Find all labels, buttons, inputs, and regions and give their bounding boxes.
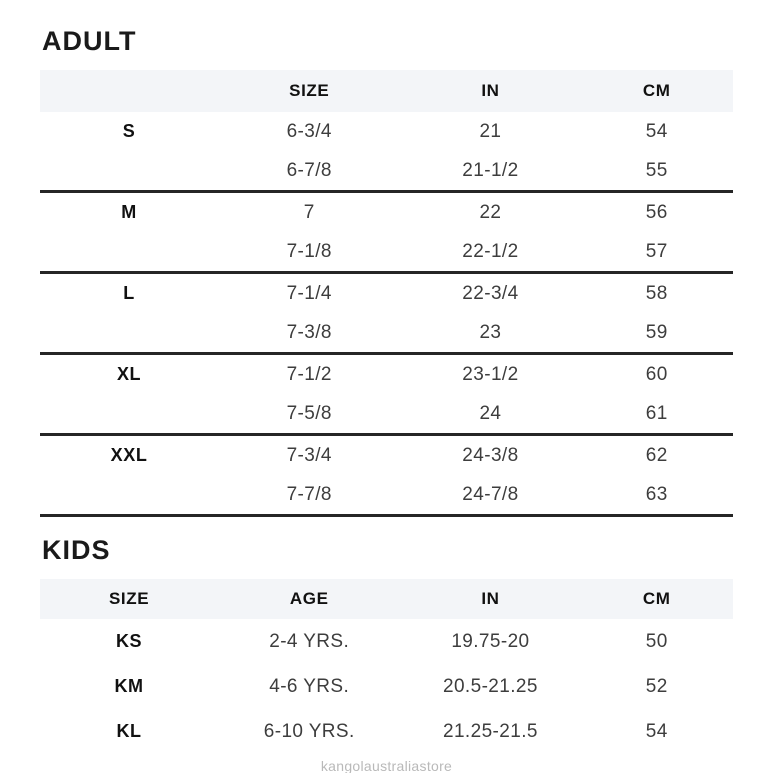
- cm-value: 61: [645, 402, 668, 424]
- adult-size-group-s: [40, 112, 733, 193]
- in-value: 22: [479, 201, 502, 223]
- in-value: 21.25-21.5: [443, 720, 538, 742]
- size-value: 7: [303, 201, 315, 223]
- size-value: 7-5/8: [286, 402, 332, 424]
- in-value: 24-7/8: [462, 483, 519, 505]
- table-row: [40, 355, 733, 394]
- age-value: 6-10 YRS.: [263, 720, 355, 742]
- adult-header-in: IN: [481, 81, 500, 100]
- table-row: [40, 394, 733, 433]
- in-value: 21: [479, 120, 502, 142]
- cm-value: 54: [645, 720, 668, 742]
- cm-value: 52: [645, 675, 668, 697]
- in-value: 19.75-20: [451, 630, 530, 652]
- adult-size-group-xxl: [40, 436, 733, 517]
- in-value: 20.5-21.25: [443, 675, 538, 697]
- cm-value: 55: [645, 159, 668, 181]
- kids-header-row: [40, 579, 733, 619]
- adult-size-group-xl: [40, 355, 733, 436]
- size-label: XL: [116, 364, 142, 384]
- table-row: [40, 193, 733, 232]
- in-value: 24: [479, 402, 502, 424]
- cm-value: 56: [645, 201, 668, 223]
- store-watermark: kangolaustraliastore: [320, 758, 453, 773]
- adult-section-title: ADULT: [42, 26, 137, 56]
- adult-header-cm: CM: [642, 81, 671, 100]
- in-value: 24-3/8: [462, 444, 519, 466]
- kids-header-age: AGE: [289, 589, 329, 608]
- size-value: 7-3/4: [286, 444, 332, 466]
- size-label: KS: [115, 631, 143, 651]
- size-label: XXL: [110, 445, 148, 465]
- kids-header-cm: CM: [642, 589, 671, 608]
- table-row: [40, 475, 733, 514]
- table-row: [40, 151, 733, 190]
- kids-row-kl: [40, 709, 733, 754]
- kids-size-table: [40, 579, 733, 754]
- size-value: 7-1/4: [286, 282, 332, 304]
- cm-value: 57: [645, 240, 668, 262]
- size-label: KL: [116, 721, 142, 741]
- in-value: 21-1/2: [462, 159, 519, 181]
- table-row: [40, 232, 733, 271]
- size-label: L: [123, 283, 135, 303]
- adult-size-table: [40, 70, 733, 517]
- age-value: 4-6 YRS.: [269, 675, 350, 697]
- cm-value: 63: [645, 483, 668, 505]
- kids-header-size: SIZE: [108, 589, 150, 608]
- adult-size-group-m: [40, 193, 733, 274]
- adult-header-size: SIZE: [289, 81, 330, 100]
- size-value: 7-7/8: [286, 483, 332, 505]
- kids-header-in: IN: [481, 589, 500, 608]
- cm-value: 59: [645, 321, 668, 343]
- table-row: [40, 313, 733, 352]
- size-value: 6-7/8: [286, 159, 332, 181]
- kids-row-km: [40, 664, 733, 709]
- size-label: S: [122, 121, 136, 141]
- in-value: 23-1/2: [462, 363, 519, 385]
- size-value: 7-1/8: [286, 240, 332, 262]
- in-value: 22-3/4: [462, 282, 519, 304]
- size-label: KM: [114, 676, 144, 696]
- table-row: [40, 274, 733, 313]
- cm-value: 58: [645, 282, 668, 304]
- table-row: [40, 436, 733, 475]
- size-value: 7-1/2: [286, 363, 332, 385]
- age-value: 2-4 YRS.: [269, 630, 350, 652]
- size-label: M: [121, 202, 137, 222]
- cm-value: 62: [645, 444, 668, 466]
- adult-size-group-l: [40, 274, 733, 355]
- cm-value: 50: [645, 630, 668, 652]
- cm-value: 60: [645, 363, 668, 385]
- kids-row-ks: [40, 619, 733, 664]
- kids-section-title: KIDS: [42, 535, 111, 565]
- cm-value: 54: [645, 120, 668, 142]
- table-row: [40, 112, 733, 151]
- size-value: 7-3/8: [286, 321, 332, 343]
- size-value: 6-3/4: [286, 120, 332, 142]
- in-value: 23: [479, 321, 502, 343]
- adult-header-row: [40, 70, 733, 112]
- in-value: 22-1/2: [462, 240, 519, 262]
